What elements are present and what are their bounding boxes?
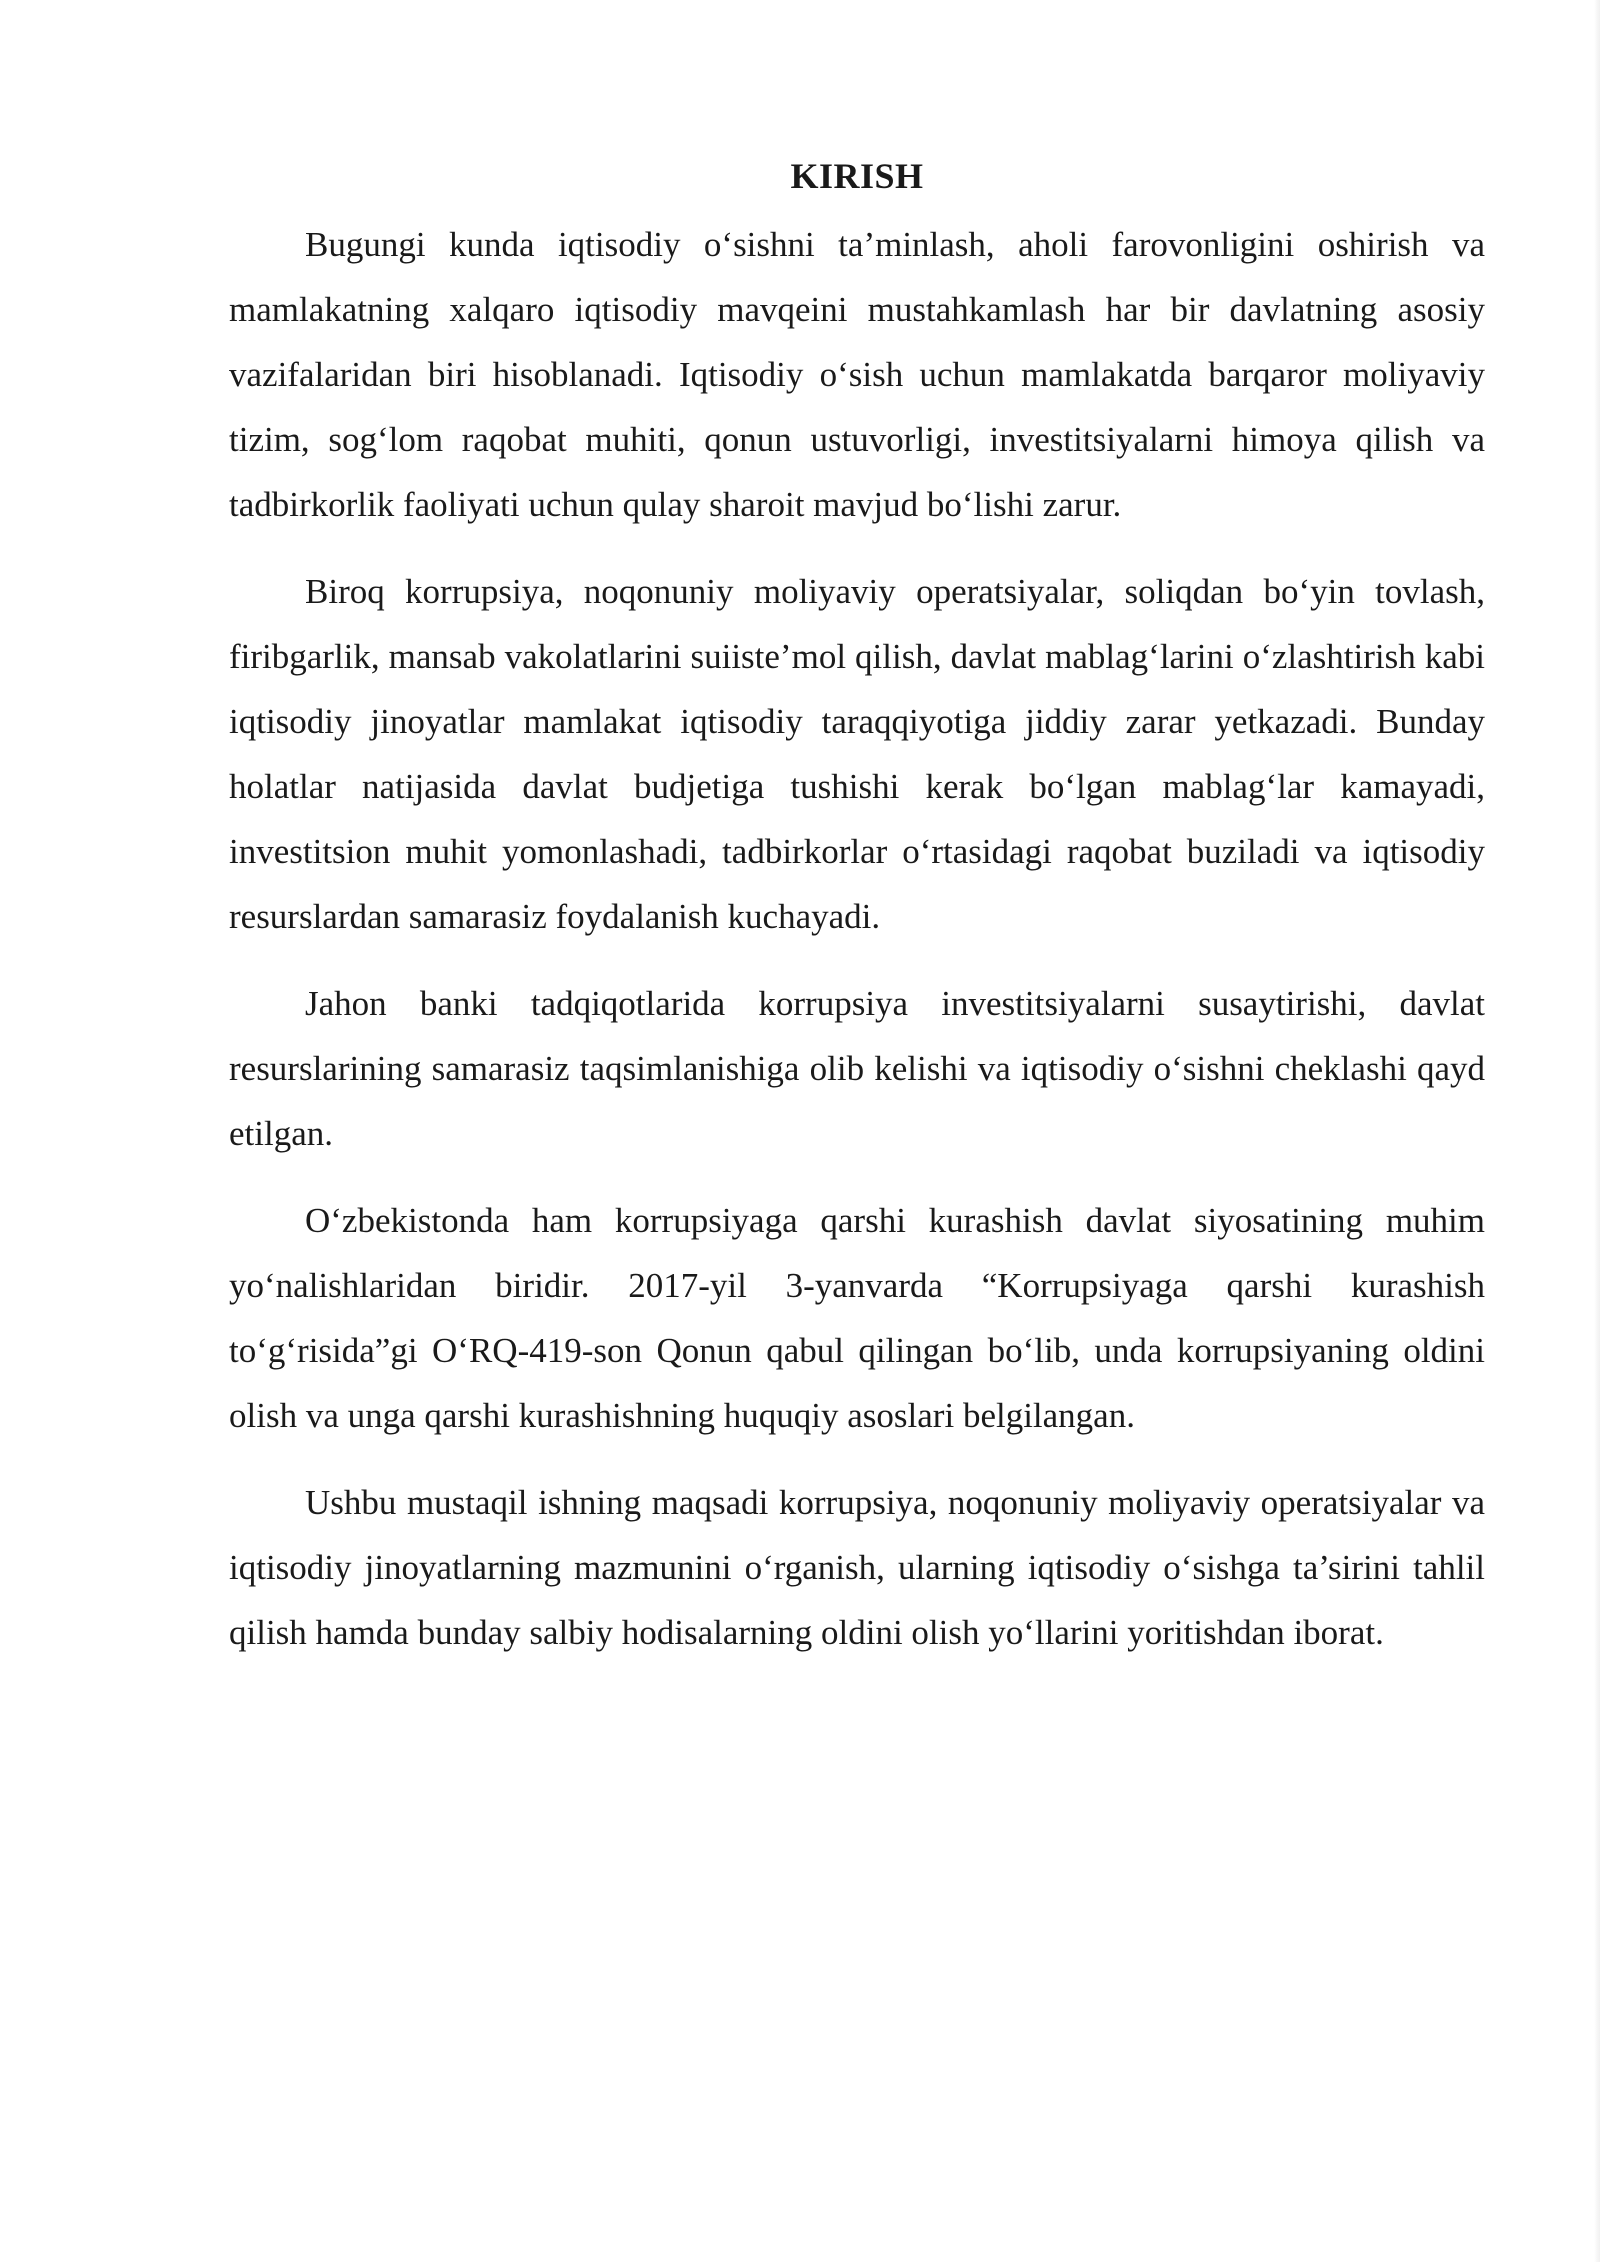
paragraph-5: Ushbu mustaqil ishning maqsadi korrupsiya, noqonuniy moliyaviy operatsiyalar va iqtisodiy jinoyatlarning mazmunini o‘rganish, ularning iqtisodiy o‘sishga ta’sirini tahlil qilish hamda bunday salbiy hodisalarning oldini olish yo‘llarini yoritishdan iborat.: [229, 1483, 1485, 1652]
paragraph-3: Jahon banki tadqiqotlarida korrupsiya investitsiyalarni susaytirishi, davlat resurslarining samarasiz taqsimlanishiga olib kelishi va iqtisodiy o‘sishni cheklashi qayd etilgan.: [229, 984, 1485, 1153]
paragraph-4: O‘zbekistonda ham korrupsiyaga qarshi kurashish davlat siyosatining muhim yo‘nalishlaridan biridir. 2017-yil 3-yanvarda “Korrupsiyaga qarshi kurashish to‘g‘risida”gi O‘RQ-419-son Qonun qabul qilingan bo‘lib, unda korrupsiyaning oldini olish va unga qarshi kurashishning huquqiy asoslari belgilangan.: [229, 1201, 1485, 1435]
page-edge-shadow: [1594, 0, 1600, 2262]
page-title: KIRISH: [790, 156, 924, 196]
paragraph-1: Bugungi kunda iqtisodiy o‘sishni ta’minlash, aholi farovonligini oshirish va mamlakatning xalqaro iqtisodiy mavqeini mustahkamlash har bir davlatning asosiy vazifalaridan biri hisoblanadi. Iqtisodiy o‘sish uchun mamlakatda barqaror moliyaviy tizim, sog‘lom raqobat muhiti, qonun ustuvorligi, investitsiyalarni himoya qilish va tadbirkorlik faoliyati uchun qulay sharoit mavjud bo‘lishi zarur.: [229, 225, 1485, 524]
paragraph-2: Biroq korrupsiya, noqonuniy moliyaviy operatsiyalar, soliqdan bo‘yin tovlash, firibgarlik, mansab vakolatlarini suiiste’mol qilish, davlat mablag‘larini o‘zlashtirish kabi iqtisodiy jinoyatlar mamlakat iqtisodiy taraqqiyotiga jiddiy zarar yetkazadi. Bunday holatlar natijasida davlat budjetiga tushishi kerak bo‘lgan mablag‘lar kamayadi, investitsion muhit yomonlashadi, tadbirkorlar o‘rtasidagi raqobat buziladi va iqtisodiy resurslardan samarasiz foydalanish kuchayadi.: [229, 572, 1485, 936]
document-body: [229, 146, 1485, 1687]
